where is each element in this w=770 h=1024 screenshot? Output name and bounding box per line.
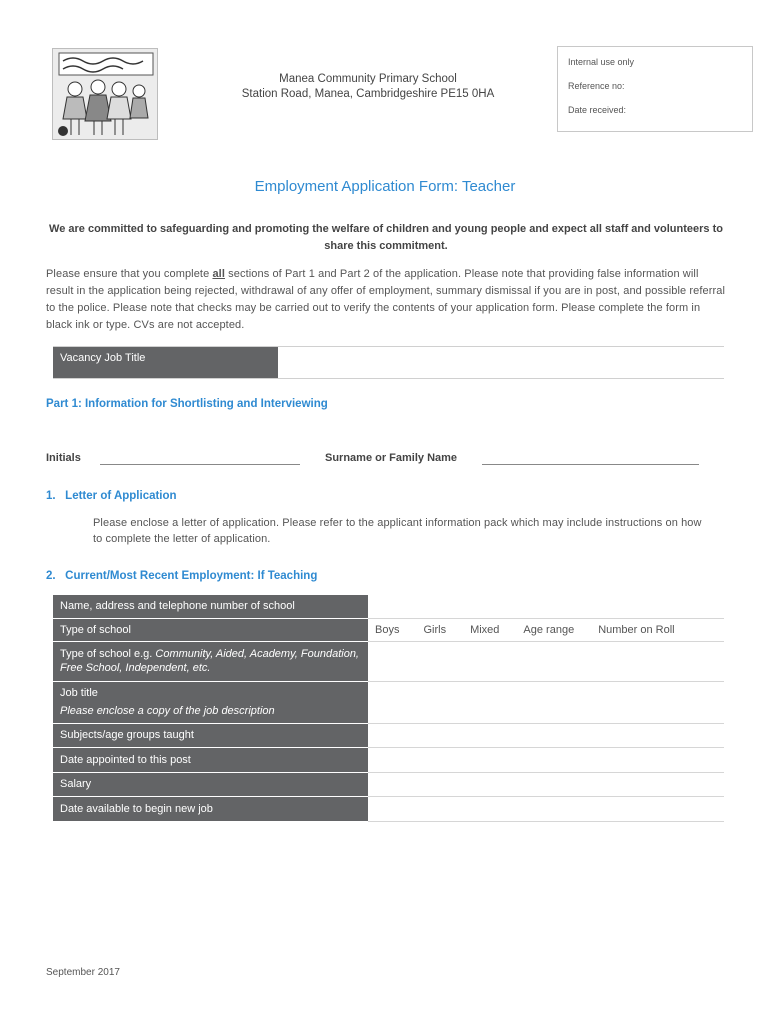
surname-field[interactable] bbox=[482, 464, 699, 465]
footer-date: September 2017 bbox=[46, 967, 120, 978]
letter-instructions: Please enclose a letter of application. Please refer to the applicant information pack which may include instructions on how to complete the letter of application. bbox=[93, 517, 702, 545]
vacancy-input[interactable] bbox=[278, 347, 724, 378]
vacancy-row bbox=[53, 346, 724, 379]
employment-table bbox=[53, 595, 724, 822]
school-address: Station Road, Manea, Cambridgeshire PE15 0HA bbox=[241, 88, 495, 100]
option-boys[interactable]: Boys bbox=[375, 623, 400, 636]
school-header bbox=[200, 72, 536, 102]
type-of-school-eg-input[interactable] bbox=[368, 641, 724, 681]
surname-label: Surname or Family Name bbox=[325, 452, 458, 464]
internal-use-box bbox=[557, 46, 753, 132]
date-appointed-label: Date appointed to this post bbox=[53, 747, 368, 772]
table-row bbox=[53, 747, 724, 772]
table-row bbox=[53, 681, 724, 723]
table-row bbox=[53, 618, 724, 641]
date-appointed-input[interactable] bbox=[368, 747, 724, 772]
part1-heading: Part 1: Information for Shortlisting and Interviewing bbox=[46, 398, 328, 410]
number-on-roll-label[interactable]: Number on Roll bbox=[598, 623, 675, 636]
subjects-input[interactable] bbox=[368, 723, 724, 747]
initials-label: Initials bbox=[46, 452, 81, 464]
initials-field[interactable] bbox=[100, 464, 300, 465]
subjects-label: Subjects/age groups taught bbox=[53, 723, 368, 747]
table-row bbox=[53, 641, 724, 681]
school-logo bbox=[52, 48, 158, 140]
reference-no-label: Reference no: bbox=[568, 81, 625, 91]
option-girls[interactable]: Girls bbox=[423, 623, 447, 636]
vacancy-label: Vacancy Job Title bbox=[53, 347, 278, 378]
name-row bbox=[46, 452, 726, 472]
table-row bbox=[53, 595, 724, 618]
table-row bbox=[53, 796, 724, 821]
salary-label: Salary bbox=[53, 772, 368, 796]
salary-input[interactable] bbox=[368, 772, 724, 796]
date-available-input[interactable] bbox=[368, 796, 724, 821]
job-description-note: Please enclose a copy of the job description bbox=[60, 705, 275, 717]
section1-heading: 1. Letter of Application bbox=[46, 490, 177, 502]
instructions-paragraph bbox=[46, 266, 726, 334]
table-row bbox=[53, 723, 724, 747]
instructions-after: sections of Part 1 and Part 2 of the application. Please note that providing false information will result in the application being rejected, withdrawal of any offer of employment, summary dismissal if you are in post, and possible referral to the police. Please note that checks may be carried out to verify the contents of your application form. Please complete the form in black ink or type. CVs are not accepted. bbox=[46, 268, 726, 331]
internal-use-title: Internal use only bbox=[568, 57, 635, 67]
type-eg-prefix: Type of school e.g. bbox=[60, 648, 156, 660]
table-row bbox=[53, 772, 724, 796]
safeguarding-statement: We are committed to safeguarding and promoting the welfare of children and young people and expect all staff and volunteers to share this commitment. bbox=[49, 223, 723, 252]
age-range-label[interactable]: Age range bbox=[523, 623, 575, 636]
school-name-label: Name, address and telephone number of school bbox=[53, 595, 368, 618]
job-title-input[interactable] bbox=[368, 681, 724, 723]
date-received-label: Date received: bbox=[568, 105, 627, 115]
job-title-label bbox=[53, 681, 368, 723]
form-title: Employment Application Form: Teacher bbox=[254, 178, 516, 195]
section2-heading: 2. Current/Most Recent Employment: If Teaching bbox=[46, 570, 318, 582]
type-of-school-eg-label bbox=[53, 641, 368, 681]
date-available-label: Date available to begin new job bbox=[53, 796, 368, 821]
instructions-before: Please ensure that you complete bbox=[46, 268, 213, 280]
instructions-emphasis: all bbox=[212, 268, 225, 280]
school-name: Manea Community Primary School bbox=[279, 73, 457, 85]
type-of-school-options bbox=[368, 618, 724, 641]
job-title-text: Job title bbox=[60, 687, 98, 699]
type-of-school-label: Type of school bbox=[53, 618, 368, 641]
type-eg-examples: Community, Aided, Academy, Foundation, Free School, Independent, etc. bbox=[60, 648, 359, 674]
school-name-input[interactable] bbox=[368, 595, 724, 618]
option-mixed[interactable]: Mixed bbox=[470, 623, 500, 636]
